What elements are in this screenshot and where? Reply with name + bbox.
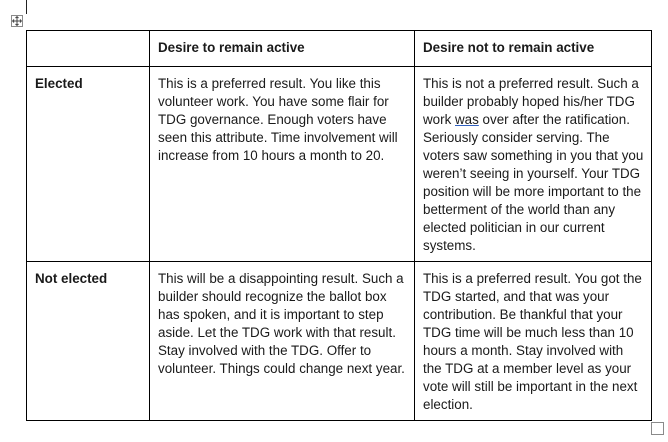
table-move-handle[interactable] — [11, 15, 23, 27]
header-cell-remain-active[interactable]: Desire to remain active — [150, 31, 415, 67]
cell-text-part: This is not a preferred result. Such a builder probably hoped his/her TDG work — [423, 76, 639, 127]
table-header-row — [27, 31, 652, 67]
cell-not-elected-active[interactable]: This will be a disappointing result. Such a builder should recognize the ballot box has spoken, and it is important to step aside. Let the TDG work with that result. Stay involved with the TDG. Offer to volunteer. Things could change next year. — [150, 262, 415, 421]
cell-not-elected-not-active[interactable]: This is a preferred result. You got the TDG started, and that was your contribution. Be thankful that your TDG time will be much less than 10 hours a month. Stay involved with the TDG at a member level as your vote will still be important in the next election. — [415, 262, 652, 421]
cell-elected-not-active[interactable] — [415, 67, 652, 262]
header-corner-cell[interactable] — [27, 31, 150, 67]
move-arrows-icon — [12, 16, 22, 26]
cell-text-part: over after the ratification. Seriously consider serving. The voters saw something in you that you weren’t seeing in yourself. Your TDG position will be more important to the betterment of the world than any elected politician in our current systems. — [423, 112, 644, 253]
table-row-not-elected — [27, 262, 652, 421]
text-cursor — [26, 0, 27, 14]
header-cell-not-remain-active[interactable]: Desire not to remain active — [415, 31, 652, 67]
spelling-flag-word[interactable]: was — [455, 112, 479, 127]
cell-elected-active[interactable]: This is a preferred result. You like this volunteer work. You have some flair for TDG governance. Enough voters have seen this attribute. Time involvement will increase from 10 hours a month to 20. — [150, 67, 415, 262]
table-row-elected — [27, 67, 652, 262]
row-label-not-elected[interactable]: Not elected — [27, 262, 150, 421]
table-resize-handle[interactable] — [651, 422, 664, 435]
row-label-elected[interactable]: Elected — [27, 67, 150, 262]
decision-table — [26, 30, 652, 421]
